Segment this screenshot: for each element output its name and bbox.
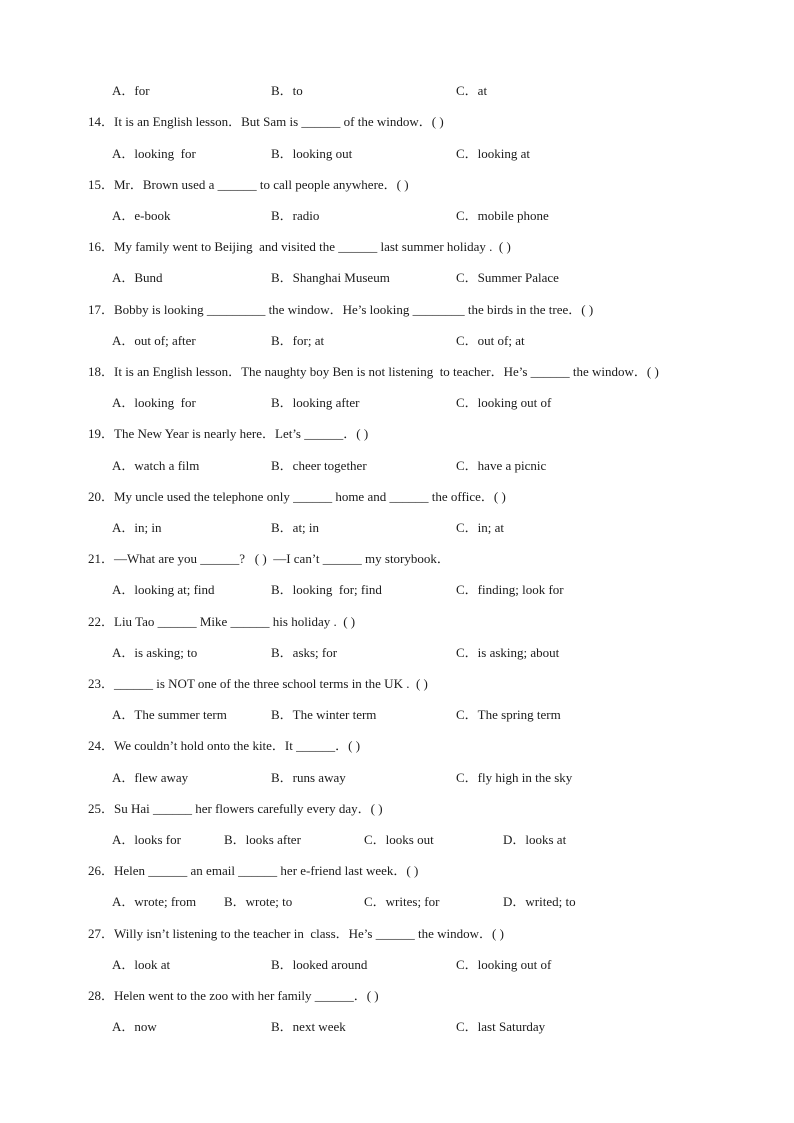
q22-option-c: C．is asking; about <box>456 645 560 660</box>
q26-option-b: B．wrote; to <box>224 894 293 909</box>
q25-option-c: C．looks out <box>364 832 434 847</box>
q17-option-c: C．out of; at <box>456 333 525 348</box>
q23-option-b: B．The winter term <box>271 707 377 722</box>
q20-option-b: B．at; in <box>271 520 320 535</box>
q25-option-a: A．looks for <box>112 832 181 847</box>
q14-option-b: B．looking out <box>271 146 353 161</box>
question-17: 17．Bobby is looking _________ the window．He’s looking ________ the birds in the tree．( ) <box>88 302 594 317</box>
q27-option-a: A．look at <box>112 957 171 972</box>
q16-option-b: B．Shanghai Museum <box>271 270 390 285</box>
q13-option-a: A．for <box>112 83 150 98</box>
q17-option-b: B．for; at <box>271 333 325 348</box>
question-27: 27．Willy isn’t listening to the teacher in class．He’s ______ the window．( ) <box>88 926 504 941</box>
q14-option-c: C．looking at <box>456 146 531 161</box>
q25-option-d: D．looks at <box>503 832 567 847</box>
q28-option-a: A．now <box>112 1019 157 1034</box>
question-26: 26．Helen ______ an email ______ her e-friend last week．( ) <box>88 863 419 878</box>
q15-option-b: B．radio <box>271 208 320 223</box>
q19-option-a: A．watch a film <box>112 458 200 473</box>
q13-option-b: B．to <box>271 83 303 98</box>
q15-option-a: A．e-book <box>112 208 171 223</box>
q16-option-a: A．Bund <box>112 270 163 285</box>
question-22: 22．Liu Tao ______ Mike ______ his holiday . ( ) <box>88 614 356 629</box>
q20-option-c: C．in; at <box>456 520 505 535</box>
question-19: 19．The New Year is nearly here．Let’s ______．( ) <box>88 426 369 441</box>
q28-option-b: B．next week <box>271 1019 346 1034</box>
question-23: 23．______ is NOT one of the three school terms in the UK . ( ) <box>88 676 428 691</box>
q26-option-a: A．wrote; from <box>112 894 197 909</box>
q23-option-a: A．The summer term <box>112 707 227 722</box>
q23-option-c: C．The spring term <box>456 707 561 722</box>
q25-option-b: B．looks after <box>224 832 301 847</box>
q21-option-a: A．looking at; find <box>112 582 215 597</box>
question-16: 16．My family went to Beijing and visited the ______ last summer holiday . ( ) <box>88 239 511 254</box>
q27-option-c: C．looking out of <box>456 957 552 972</box>
q26-option-d: D．writed; to <box>503 894 576 909</box>
q24-option-a: A．flew away <box>112 770 189 785</box>
q15-option-c: C．mobile phone <box>456 208 549 223</box>
q14-option-a: A．looking for <box>112 146 196 161</box>
q19-option-b: B．cheer together <box>271 458 367 473</box>
q21-option-c: C．finding; look for <box>456 582 564 597</box>
question-28: 28．Helen went to the zoo with her family ______．( ) <box>88 988 379 1003</box>
question-21: 21．—What are you ______? ( ) —I can’t ______ my storybook． <box>88 551 450 566</box>
q16-option-c: C．Summer Palace <box>456 270 559 285</box>
q20-option-a: A．in; in <box>112 520 162 535</box>
q28-option-c: C．last Saturday <box>456 1019 546 1034</box>
question-18: 18．It is an English lesson．The naughty boy Ben is not listening to teacher．He’s ______ the window．( ) <box>88 364 659 379</box>
question-25: 25．Su Hai ______ her flowers carefully every day．( ) <box>88 801 383 816</box>
q19-option-c: C．have a picnic <box>456 458 547 473</box>
q24-option-c: C．fly high in the sky <box>456 770 573 785</box>
q18-option-c: C．looking out of <box>456 395 552 410</box>
q22-option-a: A．is asking; to <box>112 645 198 660</box>
q22-option-b: B．asks; for <box>271 645 338 660</box>
q24-option-b: B．runs away <box>271 770 346 785</box>
q18-option-a: A．looking for <box>112 395 196 410</box>
q17-option-a: A．out of; after <box>112 333 196 348</box>
q26-option-c: C．writes; for <box>364 894 440 909</box>
question-24: 24．We couldn’t hold onto the kite．It ______．( ) <box>88 738 361 753</box>
question-14: 14．It is an English lesson．But Sam is ______ of the window．( ) <box>88 114 444 129</box>
q21-option-b: B．looking for; find <box>271 582 382 597</box>
q18-option-b: B．looking after <box>271 395 360 410</box>
question-20: 20．My uncle used the telephone only ______ home and ______ the office．( ) <box>88 489 506 504</box>
question-15: 15．Mr．Brown used a ______ to call people anywhere．( ) <box>88 177 409 192</box>
q13-option-c: C．at <box>456 83 488 98</box>
q27-option-b: B．looked around <box>271 957 368 972</box>
